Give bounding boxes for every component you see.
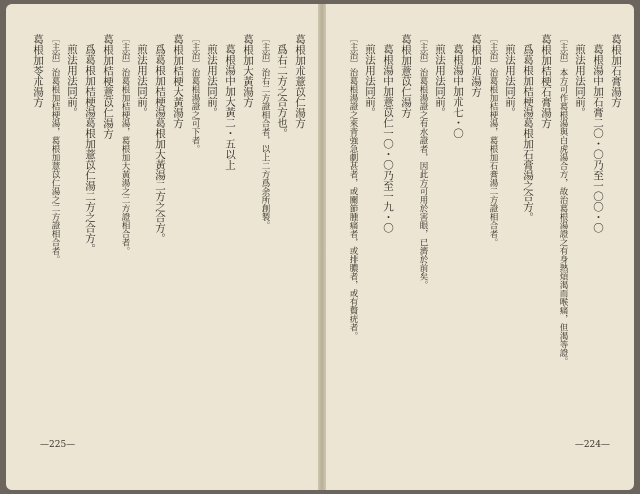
col-body: 爲葛根加桔梗湯葛根加石膏湯之合方。 <box>522 44 534 223</box>
col-note: 〔主治〕治葛根加桔梗湯，葛根加薏苡仁湯之二方證相合者。 <box>50 34 60 264</box>
col-body: 葛根湯中加石膏二〇・〇乃至一〇〇・〇 <box>592 44 604 233</box>
col-body: 煎法用法同前。 <box>206 44 218 118</box>
col-body: 葛根湯中加薏苡仁一〇・〇乃至一九・〇 <box>382 44 394 233</box>
col-note: 〔主治〕治葛根加桔梗湯，葛根加大黃湯之二方證相合者。 <box>120 34 130 255</box>
col-body: 煎法用法同前。 <box>434 44 446 118</box>
col-note: 〔主治〕治葛根湯證之可下者。 <box>190 34 200 153</box>
col-title: 葛根加大黃湯方 <box>242 34 254 108</box>
col-body: 葛根湯中加大黃二・五以上 <box>224 44 236 170</box>
left-columns <box>30 34 308 444</box>
col-title: 葛根加桔梗薏苡仁湯方 <box>102 34 114 139</box>
col-title: 葛根加石膏湯方 <box>610 34 622 108</box>
col-body: 爲葛根加桔梗湯葛根加薏苡仁湯二方之合方。 <box>84 44 96 254</box>
book-gutter <box>318 4 326 490</box>
col-body: 葛根湯中加朮七・〇 <box>452 44 464 139</box>
col-title: 葛根加桔梗大黃湯方 <box>172 34 184 129</box>
page-number: —224— <box>574 440 610 450</box>
col-title: 葛根加苓朮湯方 <box>32 34 44 108</box>
col-note: 〔主治〕治葛根湯證之來背強急劇甚者，或關節腫痛者，或排膿者，或有贅疣者。 <box>348 34 358 340</box>
right-page <box>326 4 634 490</box>
col-note: 〔主治〕本方可作葛根湯與白虎湯合方，故治葛根湯證之有身熱煩渴而喉痛，但渴等證。 <box>558 34 568 366</box>
col-body: 煎法用法同前。 <box>574 44 586 118</box>
page-number: —225— <box>40 440 76 450</box>
col-body: 爲葛根加桔梗湯葛根加大黃湯二方之合方。 <box>154 44 166 244</box>
col-body: 煎法用法同前。 <box>66 44 78 118</box>
col-title: 葛根加朮薏苡仁湯方 <box>294 34 306 129</box>
right-columns <box>346 34 624 444</box>
left-page <box>6 4 318 490</box>
col-note: 〔主治〕治葛根湯證之有水證者，因此方可用於害眼，已濟於前矣。 <box>418 34 428 289</box>
book-spread <box>6 4 634 490</box>
col-body: 煎法用法同前。 <box>364 44 376 118</box>
col-body: 煎法用法同前。 <box>504 44 516 118</box>
col-body: 爲右二方之合方也。 <box>276 44 288 139</box>
col-note: 〔主治〕治右二方證相合者，以上二方爲余所創製。 <box>260 34 270 230</box>
col-note: 〔主治〕治葛根加桔梗湯，葛根加石膏湯二方證相合者。 <box>488 34 498 247</box>
col-body: 煎法用法同前。 <box>136 44 148 118</box>
col-title: 葛根加桔梗石膏湯方 <box>540 34 552 129</box>
col-title: 葛根加朮湯方 <box>470 34 482 97</box>
col-title: 葛根加薏苡仁湯方 <box>400 34 412 118</box>
